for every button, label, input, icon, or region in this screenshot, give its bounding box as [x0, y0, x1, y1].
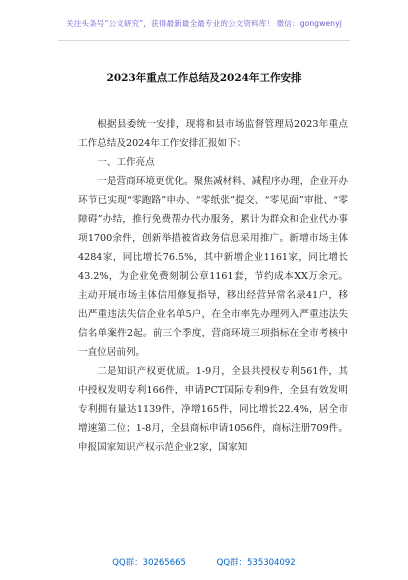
section-heading: 一、工作亮点	[97, 157, 155, 168]
header-banner: 关注头条号“公文研究”，获得最新最全最专业的公文资料库！ 微信：gongwenyj	[66, 19, 342, 28]
footer-qq-group-2: QQ群：535304092	[216, 558, 296, 568]
paragraph-intro: 根据县委统一安排，现将和县市场监督管理局2023年重点工作总结及2024年工作安排汇报如下：	[78, 119, 348, 149]
document-title: 2023年重点工作总结及2024年工作安排	[106, 72, 302, 84]
document-body	[78, 115, 348, 457]
footer-qq-group-1: QQ群：30265665	[112, 558, 186, 568]
paragraph-intellectual-property: 二是知识产权更优质。1-9月，全县共授权专利561件，其中授权发明专利166件，申请PCT国际专利9件，全县有效发明专利拥有量达1139件，净增165件，同比增长22.4%，居全市增速第二位；1-8月，全县商标申请1056件，商标注册709件。申报国家知识产权示范企业2家，国家知	[78, 366, 348, 453]
header-divider	[58, 40, 350, 41]
footer	[0, 556, 408, 568]
paragraph-business-environment: 一是营商环境更优化。聚焦减材料、减程序办理，企业开办环节已实现“零跑路”申办、“零纸张”提交、“零见面”审批、“零障碍”办结，推行免费帮办代办服务，累计为群众和企业代办事项1700余件，创新举措被省政务信息采用推广。新增市场主体4284家，同比增长76.5%，其中新增企业1161家，同比增长43.2%，为企业免费刻制公章1161套，节约成本XX万余元。主动开展市场主体信用修复指导，移出经营异常名录41户，移出严重违法失信企业名单5户，在全市率先办理列入严重违法失信名单案件2起。前三个季度，营商环境三项指标在全市考核中一直位居前列。	[78, 176, 348, 358]
